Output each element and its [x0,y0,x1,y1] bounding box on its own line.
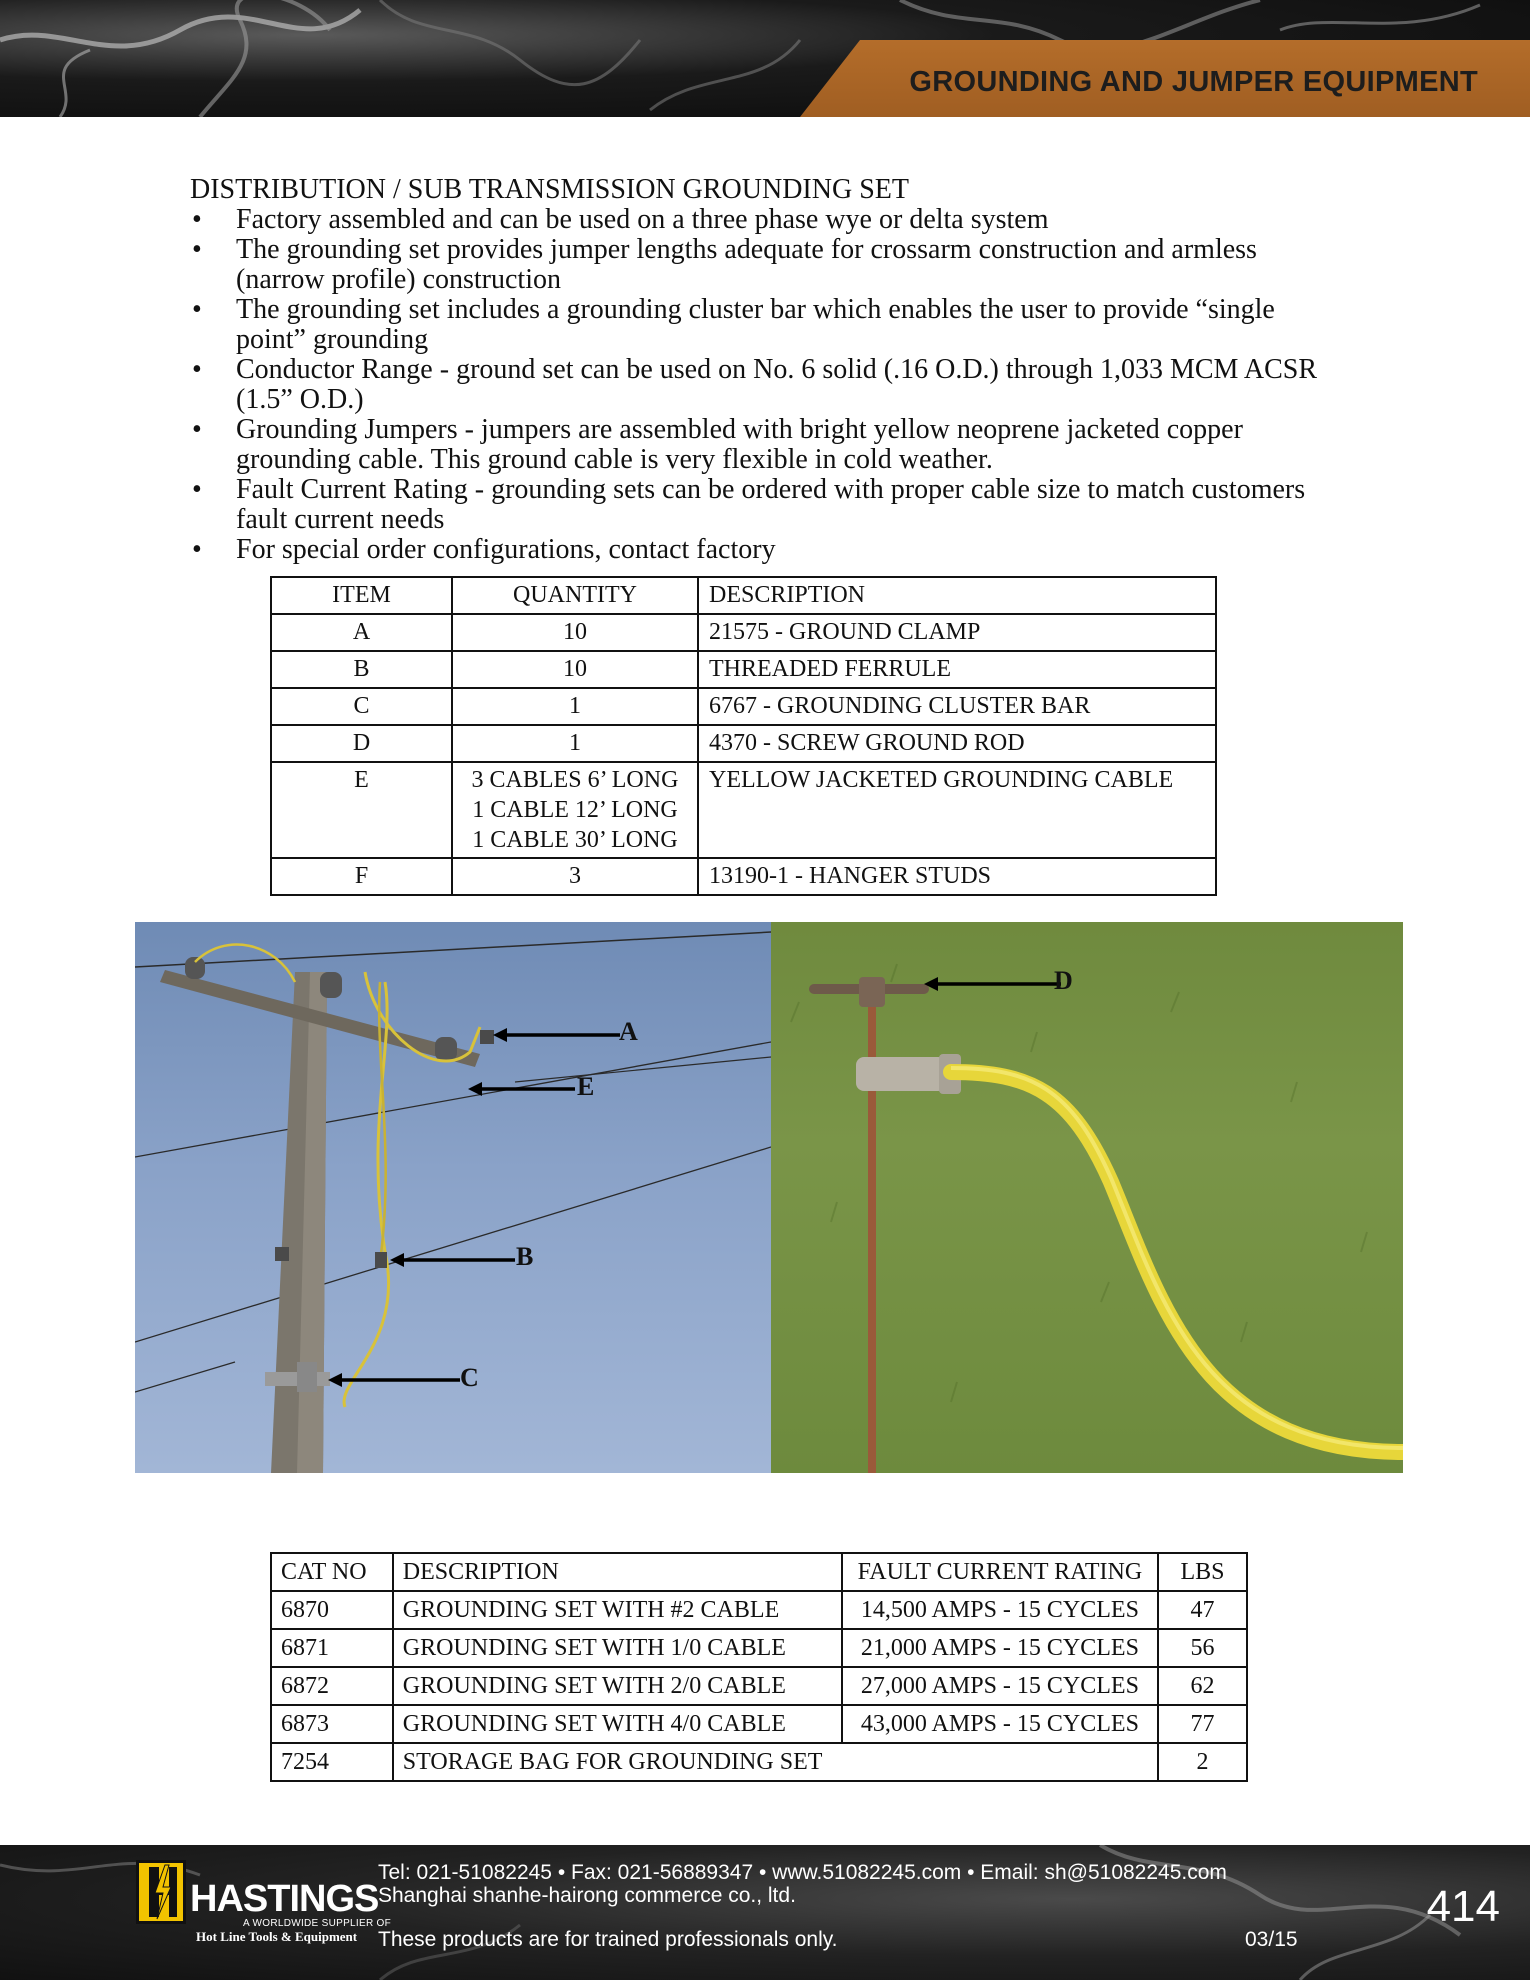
feature-item: • The grounding set provides jumper lengths adequate for crossarm construction and armless (narrow profile) construction [190,235,1320,295]
logo-wordmark: HASTINGS [190,1878,379,1920]
ground-rod-illustration [771,922,1403,1473]
table-header-row [271,577,1216,614]
revision-date: 03/15 [1245,1928,1298,1951]
callout-label: E [577,1072,595,1101]
feature-item: • The grounding set includes a grounding cluster bar which enables the user to provide “single point” grounding [190,295,1320,355]
item-cell: C [271,688,452,725]
pole-illustration [135,922,771,1473]
table-row [271,762,1216,858]
logo-tagline: A WORLDWIDE SUPPLIER OF [243,1918,392,1929]
fault-rating-cell: 43,000 AMPS - 15 CYCLES [842,1705,1158,1743]
cat-no-cell: 6872 [271,1667,393,1705]
disclaimer: These products are for trained professionals only. [378,1928,838,1951]
components-table [270,576,1217,896]
description-cell: THREADED FERRULE [698,651,1216,688]
quantity-cell: 1 [452,688,698,725]
lightning-bolt-icon [139,1863,183,1921]
feature-item: • Factory assembled and can be used on a three phase wye or delta system [190,205,1320,235]
table-row [271,1629,1247,1667]
description-cell: GROUNDING SET WITH #2 CABLE [393,1591,842,1629]
item-cell: F [271,858,452,895]
column-header: LBS [1158,1553,1247,1591]
quantity-line: 3 CABLES 6’ LONG [471,767,679,793]
table-row [271,1591,1247,1629]
item-cell: A [271,614,452,651]
quantity-cell: 10 [452,614,698,651]
page-number: 414 [1426,1882,1500,1931]
column-header: QUANTITY [452,577,698,614]
column-header: DESCRIPTION [698,577,1216,614]
cat-no-cell: 7254 [271,1743,393,1781]
description-cell: 6767 - GROUNDING CLUSTER BAR [698,688,1216,725]
description-cell: 21575 - GROUND CLAMP [698,614,1216,651]
column-header: DESCRIPTION [393,1553,842,1591]
feature-item: • Grounding Jumpers - jumpers are assembled with bright yellow neoprene jacketed copper grounding cable. This ground cable is very flexible in cold weather. [190,415,1320,475]
pole-installation-photo [135,922,771,1473]
hastings-logo-icon [136,1860,186,1924]
description-cell: STORAGE BAG FOR GROUNDING SET [393,1743,1158,1781]
callout-label: C [460,1363,479,1392]
callout-label: D [1054,966,1073,995]
fault-rating-cell: 21,000 AMPS - 15 CYCLES [842,1629,1158,1667]
description-cell: GROUNDING SET WITH 2/0 CABLE [393,1667,842,1705]
cat-no-cell: 6871 [271,1629,393,1667]
page-header-title: GROUNDING AND JUMPER EQUIPMENT [909,66,1478,98]
description-cell: 4370 - SCREW GROUND ROD [698,725,1216,762]
quantity-cell: 1 [452,725,698,762]
column-header: FAULT CURRENT RATING [842,1553,1158,1591]
description-cell: GROUNDING SET WITH 1/0 CABLE [393,1629,842,1667]
description-cell: YELLOW JACKETED GROUNDING CABLE [698,762,1216,858]
feature-item: • Fault Current Rating - grounding sets can be ordered with proper cable size to match customers fault current needs [190,475,1320,535]
column-header: ITEM [271,577,452,614]
weight-cell: 62 [1158,1667,1247,1705]
fault-rating-cell: 27,000 AMPS - 15 CYCLES [842,1667,1158,1705]
table-row [271,725,1216,762]
feature-item: • For special order configurations, contact factory [190,535,1320,565]
table-row [271,651,1216,688]
table-header-row [271,1553,1247,1591]
feature-list [190,205,1320,565]
catalog-table [270,1552,1248,1782]
table-row [271,614,1216,651]
weight-cell: 47 [1158,1591,1247,1629]
weight-cell: 56 [1158,1629,1247,1667]
quantity-line: 1 CABLE 12’ LONG [472,797,678,823]
table-row [271,1667,1247,1705]
quantity-line: 1 CABLE 30’ LONG [472,827,678,853]
callout-label: A [619,1017,638,1046]
table-row [271,858,1216,895]
item-cell: E [271,762,452,858]
callout-label: B [516,1242,534,1271]
quantity-cell [452,762,698,858]
company-name: Shanghai shanhe-hairong commerce co., ltd. [378,1884,796,1907]
section-title: DISTRIBUTION / SUB TRANSMISSION GROUNDING SET [190,174,909,205]
description-cell: GROUNDING SET WITH 4/0 CABLE [393,1705,842,1743]
item-cell: D [271,725,452,762]
table-row [271,688,1216,725]
column-header: CAT NO [271,1553,393,1591]
weight-cell: 2 [1158,1743,1247,1781]
quantity-cell: 10 [452,651,698,688]
table-row [271,1743,1247,1781]
cat-no-cell: 6870 [271,1591,393,1629]
feature-item: • Conductor Range - ground set can be used on No. 6 solid (.16 O.D.) through 1,033 MCM ACSR (1.5” O.D.) [190,355,1320,415]
logo-subtitle: Hot Line Tools & Equipment [196,1929,358,1944]
contact-info: Tel: 021-51082245 • Fax: 021-56889347 • www.51082245.com • Email: sh@51082245.com [378,1861,1227,1884]
quantity-cell: 3 [452,858,698,895]
ground-rod-photo [771,922,1403,1473]
weight-cell: 77 [1158,1705,1247,1743]
fault-rating-cell: 14,500 AMPS - 15 CYCLES [842,1591,1158,1629]
cat-no-cell: 6873 [271,1705,393,1743]
description-cell: 13190-1 - HANGER STUDS [698,858,1216,895]
table-row [271,1705,1247,1743]
item-cell: B [271,651,452,688]
